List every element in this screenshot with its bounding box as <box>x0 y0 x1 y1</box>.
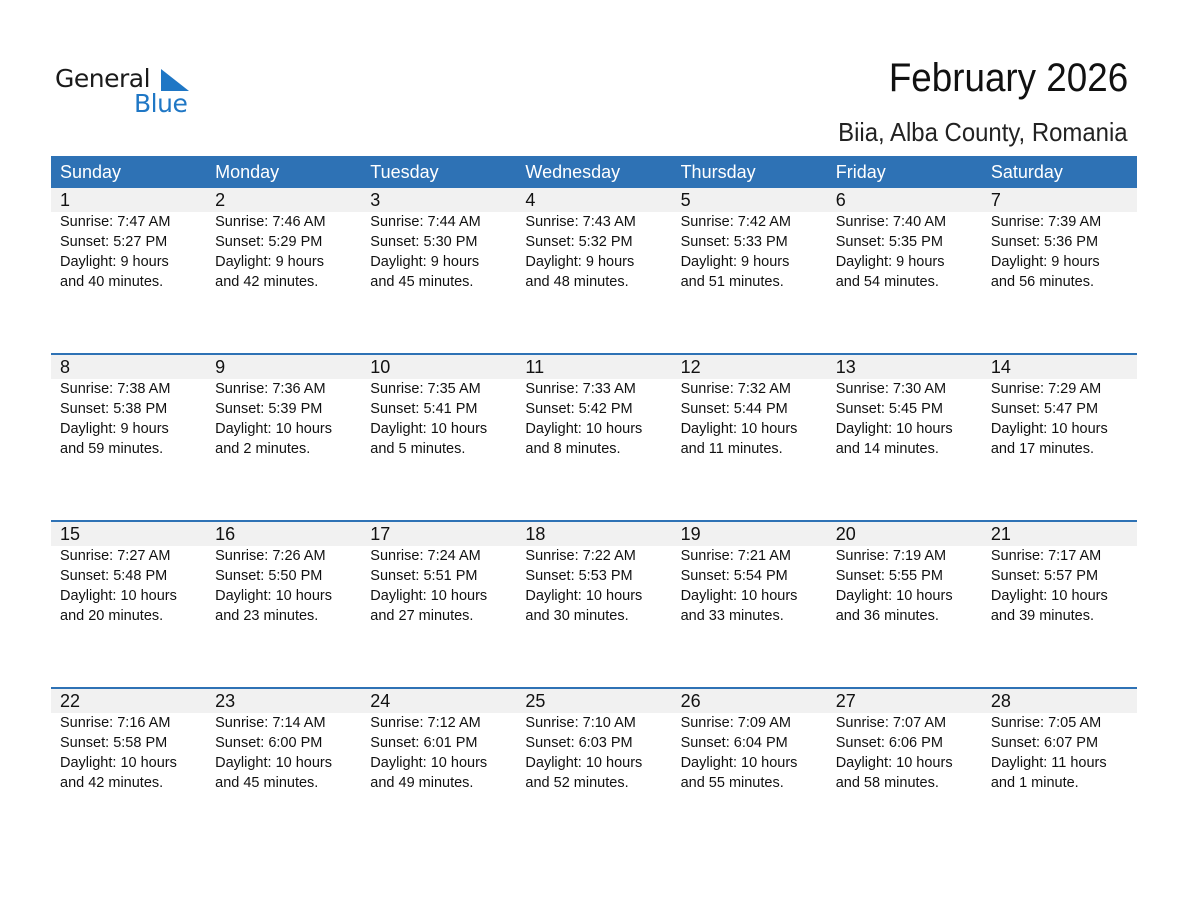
sunset-text: Sunset: 5:41 PM <box>370 401 478 417</box>
sunrise-text: Sunrise: 7:27 AM <box>60 548 171 564</box>
daylight-text: and 59 minutes. <box>60 441 164 457</box>
day-number: 27 <box>835 691 856 711</box>
daylight-text: Daylight: 10 hours <box>680 421 798 437</box>
daylight-text: and 30 minutes. <box>525 608 629 624</box>
day-cell <box>982 546 1137 626</box>
daylight-text: Daylight: 11 hours <box>990 755 1107 771</box>
daylight-text: Daylight: 10 hours <box>680 755 798 771</box>
sunrise-text: Sunrise: 7:17 AM <box>990 548 1102 564</box>
sunrise-text: Sunrise: 7:40 AM <box>835 214 947 230</box>
daylight-text: and 5 minutes. <box>370 441 466 457</box>
sunrise-text: Sunrise: 7:46 AM <box>215 214 326 230</box>
day-number: 22 <box>60 691 81 711</box>
daylight-text: Daylight: 9 hours <box>525 254 635 270</box>
sunrise-text: Sunrise: 7:07 AM <box>835 715 947 731</box>
sunset-text: Sunset: 6:03 PM <box>525 735 633 751</box>
day-number: 1 <box>60 190 71 210</box>
daylight-text: and 45 minutes. <box>215 775 319 791</box>
daylight-text: and 54 minutes. <box>835 274 939 290</box>
day-cell <box>827 713 982 793</box>
day-number: 25 <box>525 691 546 711</box>
daylight-text: and 42 minutes. <box>215 274 319 290</box>
sunset-text: Sunset: 5:55 PM <box>835 568 943 584</box>
day-number: 12 <box>680 357 701 377</box>
sunrise-text: Sunrise: 7:21 AM <box>680 548 791 564</box>
day-number: 4 <box>525 190 536 210</box>
day-details-row <box>51 212 1137 292</box>
day-cell <box>516 713 671 793</box>
day-number: 17 <box>370 524 391 544</box>
daylight-text: Daylight: 10 hours <box>835 421 953 437</box>
daylight-text: and 48 minutes. <box>525 274 629 290</box>
sunset-text: Sunset: 5:50 PM <box>215 568 323 584</box>
sunrise-text: Sunrise: 7:38 AM <box>60 381 171 397</box>
week-row <box>51 522 1137 687</box>
sunrise-text: Sunrise: 7:09 AM <box>680 715 791 731</box>
day-cell <box>361 379 516 459</box>
day-number: 24 <box>370 691 391 711</box>
daylight-text: and 45 minutes. <box>370 274 474 290</box>
day-cell <box>206 212 361 292</box>
day-number-band <box>51 522 1137 546</box>
sunset-text: Sunset: 5:36 PM <box>990 234 1099 250</box>
sunset-text: Sunset: 5:27 PM <box>60 234 168 250</box>
day-number-band <box>51 355 1137 379</box>
sunset-text: Sunset: 5:47 PM <box>990 401 1099 417</box>
sunrise-text: Sunrise: 7:43 AM <box>525 214 636 230</box>
weekday-sunday: Sunday <box>60 162 122 182</box>
day-cell <box>516 546 671 626</box>
daylight-text: and 36 minutes. <box>835 608 939 624</box>
day-number: 15 <box>60 524 81 544</box>
day-number: 21 <box>990 524 1011 544</box>
sunrise-text: Sunrise: 7:22 AM <box>525 548 636 564</box>
day-cell <box>51 546 206 626</box>
daylight-text: Daylight: 10 hours <box>990 588 1108 604</box>
day-cell <box>51 713 206 793</box>
sunrise-text: Sunrise: 7:05 AM <box>990 715 1102 731</box>
day-cell <box>206 713 361 793</box>
sunset-text: Sunset: 5:44 PM <box>680 401 788 417</box>
sunrise-text: Sunrise: 7:16 AM <box>60 715 171 731</box>
sunrise-text: Sunrise: 7:12 AM <box>370 715 481 731</box>
sunset-text: Sunset: 5:54 PM <box>680 568 788 584</box>
day-number-band <box>51 689 1137 713</box>
sunset-text: Sunset: 6:01 PM <box>370 735 478 751</box>
daylight-text: Daylight: 10 hours <box>525 755 643 771</box>
daylight-text: Daylight: 9 hours <box>60 421 169 437</box>
day-cell <box>827 212 982 292</box>
daylight-text: and 27 minutes. <box>370 608 474 624</box>
calendar-grid <box>51 156 1137 854</box>
sunset-text: Sunset: 5:45 PM <box>835 401 943 417</box>
daylight-text: and 58 minutes. <box>835 775 939 791</box>
sunset-text: Sunset: 5:58 PM <box>60 735 168 751</box>
sunset-text: Sunset: 5:51 PM <box>370 568 478 584</box>
weekday-header <box>51 156 1137 188</box>
sunrise-text: Sunrise: 7:39 AM <box>990 214 1102 230</box>
daylight-text: and 33 minutes. <box>680 608 784 624</box>
day-cell <box>51 212 206 292</box>
daylight-text: Daylight: 10 hours <box>60 588 177 604</box>
day-number: 3 <box>370 190 381 210</box>
daylight-text: Daylight: 9 hours <box>60 254 169 270</box>
daylight-text: Daylight: 9 hours <box>835 254 945 270</box>
day-cell <box>361 212 516 292</box>
sunrise-text: Sunrise: 7:30 AM <box>835 381 947 397</box>
daylight-text: and 1 minute. <box>990 775 1079 791</box>
day-cell <box>672 713 827 793</box>
sunset-text: Sunset: 5:30 PM <box>370 234 478 250</box>
daylight-text: and 8 minutes. <box>525 441 621 457</box>
daylight-text: Daylight: 10 hours <box>525 421 643 437</box>
day-number: 13 <box>835 357 856 377</box>
week-row <box>51 355 1137 520</box>
day-number-band <box>51 188 1137 212</box>
daylight-text: Daylight: 10 hours <box>525 588 643 604</box>
daylight-text: Daylight: 10 hours <box>370 755 488 771</box>
daylight-text: Daylight: 10 hours <box>215 588 333 604</box>
sunrise-text: Sunrise: 7:44 AM <box>370 214 481 230</box>
weekday-thursday: Thursday <box>680 162 756 182</box>
day-cell <box>206 379 361 459</box>
logo-triangle-icon <box>161 69 189 91</box>
daylight-text: and 11 minutes. <box>680 441 783 457</box>
day-cell <box>361 546 516 626</box>
daylight-text: and 42 minutes. <box>60 775 164 791</box>
daylight-text: and 55 minutes. <box>680 775 784 791</box>
weeks-container <box>51 188 1137 854</box>
sunrise-text: Sunrise: 7:10 AM <box>525 715 636 731</box>
day-cell <box>982 713 1137 793</box>
logo-text-general: General <box>55 64 151 93</box>
sunrise-text: Sunrise: 7:32 AM <box>680 381 791 397</box>
weekday-friday: Friday <box>835 162 886 182</box>
sunset-text: Sunset: 6:00 PM <box>215 735 323 751</box>
daylight-text: and 40 minutes. <box>60 274 164 290</box>
daylight-text: and 2 minutes. <box>215 441 311 457</box>
day-number: 2 <box>215 190 226 210</box>
day-number: 11 <box>525 357 545 377</box>
daylight-text: and 39 minutes. <box>990 608 1095 624</box>
sunrise-text: Sunrise: 7:24 AM <box>370 548 481 564</box>
day-cell <box>827 379 982 459</box>
sunset-text: Sunset: 5:39 PM <box>215 401 323 417</box>
daylight-text: Daylight: 9 hours <box>680 254 790 270</box>
day-number: 20 <box>835 524 856 544</box>
week-row <box>51 689 1137 854</box>
day-cell <box>51 379 206 459</box>
weekday-wednesday: Wednesday <box>525 162 621 182</box>
sunrise-text: Sunrise: 7:29 AM <box>990 381 1102 397</box>
daylight-text: Daylight: 10 hours <box>680 588 798 604</box>
daylight-text: Daylight: 10 hours <box>215 421 333 437</box>
logo <box>55 64 195 120</box>
daylight-text: Daylight: 10 hours <box>370 421 488 437</box>
sunset-text: Sunset: 6:07 PM <box>990 735 1099 751</box>
daylight-text: Daylight: 10 hours <box>215 755 333 771</box>
sunset-text: Sunset: 5:48 PM <box>60 568 168 584</box>
daylight-text: Daylight: 9 hours <box>990 254 1100 270</box>
day-cell <box>516 212 671 292</box>
sunrise-text: Sunrise: 7:42 AM <box>680 214 791 230</box>
sunset-text: Sunset: 5:53 PM <box>525 568 633 584</box>
day-cell <box>982 212 1137 292</box>
day-number: 26 <box>680 691 701 711</box>
location-subtitle: Biia, Alba County, Romania <box>838 117 1128 147</box>
daylight-text: and 23 minutes. <box>215 608 319 624</box>
day-cell <box>516 379 671 459</box>
sunrise-text: Sunrise: 7:35 AM <box>370 381 481 397</box>
sunset-text: Sunset: 6:06 PM <box>835 735 943 751</box>
daylight-text: Daylight: 10 hours <box>835 588 953 604</box>
daylight-text: and 20 minutes. <box>60 608 164 624</box>
daylight-text: Daylight: 9 hours <box>370 254 480 270</box>
day-number: 19 <box>680 524 701 544</box>
day-number: 18 <box>525 524 546 544</box>
weekday-monday: Monday <box>215 162 280 182</box>
week-row <box>51 188 1137 353</box>
sunrise-text: Sunrise: 7:14 AM <box>215 715 326 731</box>
day-cell <box>206 546 361 626</box>
day-number: 10 <box>370 357 391 377</box>
sunset-text: Sunset: 5:38 PM <box>60 401 168 417</box>
daylight-text: and 52 minutes. <box>525 775 629 791</box>
daylight-text: and 17 minutes. <box>990 441 1095 457</box>
sunset-text: Sunset: 6:04 PM <box>680 735 788 751</box>
sunset-text: Sunset: 5:42 PM <box>525 401 633 417</box>
sunrise-text: Sunrise: 7:19 AM <box>835 548 947 564</box>
day-cell <box>982 379 1137 459</box>
day-cell <box>672 212 827 292</box>
sunrise-text: Sunrise: 7:47 AM <box>60 214 171 230</box>
day-number: 7 <box>990 190 1001 210</box>
day-number: 14 <box>990 357 1011 377</box>
daylight-text: Daylight: 10 hours <box>60 755 177 771</box>
daylight-text: and 14 minutes. <box>835 441 939 457</box>
day-number: 8 <box>60 357 71 377</box>
day-number: 5 <box>680 190 691 210</box>
day-number: 9 <box>215 357 226 377</box>
sunrise-text: Sunrise: 7:36 AM <box>215 381 326 397</box>
day-details-row <box>51 546 1137 626</box>
logo-text-blue: Blue <box>134 89 188 118</box>
sunset-text: Sunset: 5:35 PM <box>835 234 943 250</box>
daylight-text: Daylight: 9 hours <box>215 254 324 270</box>
sunrise-text: Sunrise: 7:33 AM <box>525 381 636 397</box>
day-number: 16 <box>215 524 236 544</box>
day-cell <box>672 379 827 459</box>
sunset-text: Sunset: 5:32 PM <box>525 234 633 250</box>
sunset-text: Sunset: 5:57 PM <box>990 568 1099 584</box>
page-title: February 2026 <box>888 56 1128 100</box>
daylight-text: Daylight: 10 hours <box>835 755 953 771</box>
day-details-row <box>51 379 1137 459</box>
day-details-row <box>51 713 1137 793</box>
day-number: 6 <box>835 190 846 210</box>
day-cell <box>361 713 516 793</box>
sunset-text: Sunset: 5:33 PM <box>680 234 788 250</box>
daylight-text: Daylight: 10 hours <box>990 421 1108 437</box>
daylight-text: Daylight: 10 hours <box>370 588 488 604</box>
day-cell <box>827 546 982 626</box>
sunrise-text: Sunrise: 7:26 AM <box>215 548 326 564</box>
daylight-text: and 51 minutes. <box>680 274 784 290</box>
weekday-tuesday: Tuesday <box>370 162 439 182</box>
day-cell <box>672 546 827 626</box>
daylight-text: and 49 minutes. <box>370 775 474 791</box>
day-number: 23 <box>215 691 236 711</box>
sunset-text: Sunset: 5:29 PM <box>215 234 323 250</box>
day-number: 28 <box>990 691 1011 711</box>
weekday-saturday: Saturday <box>990 162 1063 182</box>
daylight-text: and 56 minutes. <box>990 274 1095 290</box>
